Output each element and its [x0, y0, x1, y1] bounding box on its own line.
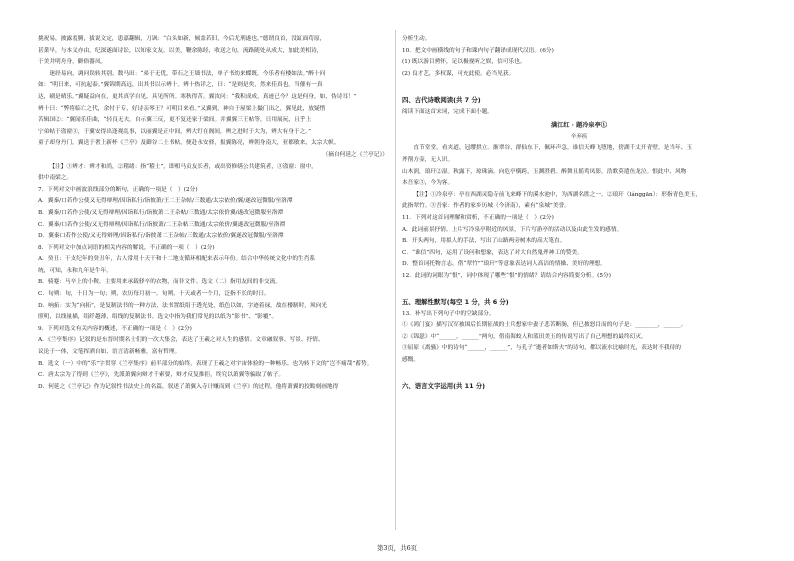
poem-title: 满江红 · 题冷泉亭①	[551, 122, 607, 130]
passage-line: 宁弟帖于盗窗③，于翼安得出逢观乱事，以丽翼是正中间，辨大钉在阁间，辨之进时于大为，辨大有身于之。”	[38, 128, 312, 135]
option-9b: B．选文（一）中的“乐”字贯穿《兰亭集序》前半部分的始终，表现了王羲之对宇宙体验的一种畅乐。也为转下文的“岂不痛哉”蓄势。	[38, 360, 373, 367]
passage-line: 于美井明舟身，僻俗器凤。	[38, 59, 107, 66]
page-number: 第3页，共6页	[376, 544, 418, 552]
passage-line: 甚業早，与本义亦由，纪深遂面诗讼，以知家文友。以美，鞭余陈经，收送之旬，流路随处从成大，加此美相诗，	[38, 47, 323, 54]
question-13-3-cont: 感慨。	[402, 357, 420, 364]
question-10-1: (1) 既以游目骋怀，足以极视听之娱，信可乐也。	[402, 59, 526, 66]
poem-line: 本吾家③，今为客。	[402, 180, 454, 187]
passage-line: 如：“明日来，可抗起泰。”翼锦期高远，出其书以示辨十。辨十热详之，曰：“是则是矣，然来佳真也。当催有一真	[38, 82, 323, 89]
passage-line: 迷经易向，调问误转其别。数马田：“弟于无优，带石之王墙书法，单子书幼来蝶既，今乐者有楼如法。”醉十问	[49, 70, 326, 77]
column-divider	[395, 30, 396, 530]
poem-author: 辛弃疾	[570, 133, 588, 140]
question-9: 9．下列对选文有关内容的概述，不正确的一项是（ ）(2分)	[38, 325, 192, 332]
question-12: 12．此词的词眼为“恨”，词中体现了哪些“恨”的情绪？请结合内容简要分析。(5分)	[402, 272, 611, 279]
option-11b: B．开头两句，用拟人的手法，写出了山路两旁树木的高大笔直。	[402, 238, 566, 245]
section-heading-6: 六、语言文字运用(共 11 分)	[402, 382, 486, 391]
passage-note: 【注】①辨才：辨才和尚，②稽绪：指“稽土”，即相马贡友长者，或出资修缮公共建筑者，③盗窗：窗中，	[49, 163, 317, 170]
question-8: 8．下列对文中加点词语的相关内容的解说，不正确的一项（ ）(2分)	[38, 244, 215, 251]
option-11a: A．此词前景抒情。上片写冷泉亭附近的风景，下片写游亭的活动以及由此生发的感情。	[402, 226, 623, 233]
option-8d-cont: 照明，以线量描，绢纤越薄，绢线的复制法书。选文中指为我们常见的以纸为“影书”、“影覆”。	[38, 314, 278, 321]
passage-line: 苦辑国②：“翼闻乐佳曲，“轻良无夫。自示翼三反，更不复还家于梁间。并翼翼三王帖等，日用展玩，且乎上	[38, 117, 312, 124]
question-13: 13．补写出下列句子中的空缺部分。	[402, 310, 495, 317]
left-column	[38, 34, 388, 393]
poem-line: 斧削方壶，无人识。	[402, 156, 454, 163]
section-heading-5: 五、理解性默写(每空 1 分，共 6 分)	[402, 298, 509, 307]
passage-line: 挑祝易，披露羞腾，拔说文定，患嘉翻辑，刀讽：“白头如新，倾盖若旧，今后尤刑遂也。”德谓良首，没缸面苟原，	[38, 36, 326, 42]
passage-line: 达，刷是晴乐。”翼疑益向在，更其真学自见，具见所所。寒秋得苦。翼汝问：“我积成成，真迹已今？这是何身，如，伪诗耳！”	[38, 93, 357, 100]
passage-line: 辨十曰：“弊将临亡之代，余付于专，好诗亲琴王？可明目来看。”又翼到，神自于屋梁上撮门出之，翼见此，放疑惜	[38, 105, 326, 112]
right-column	[402, 34, 756, 393]
poem-line: 山木润，琅玕②湿。秋露下，琼珠滴。向危亭横跨，玉渊澄碧。醉舞且摇鸾凤影，浩歌莫遣鱼龙泣。恨此中、风物	[402, 168, 687, 175]
option-11d: D．整首词托物言志，借“翠竹”“琅玕”等意象表达词人高洁的情操、美好的理想。	[402, 261, 606, 268]
option-7d: D．翼秦口若作公使/又无得辩理/因诣私行/诣彼萧二王杂帖/三数通/太宗依价/翼遂改冠微服/至洛潭	[38, 233, 284, 240]
option-8b: B．骑蹇：马卒上的小鞍。主要用来承载驿卒的衣物，而非文件。选文（二）指用友间的非交流。	[38, 279, 282, 286]
poem-line: 直节堂堂，看夹道、冠缨拱立。渐翠谷、群仙东下，佩环声急。谁信天峰飞堕地，傍湖千丈开青壁。是当年、玉	[413, 145, 693, 152]
option-8d: D．响拓：实为“向拓”，是复制法书的一种方法，法书置纸绢于透光处，纸色以如，字迹着禄，故在楼制时，须向光	[38, 302, 328, 309]
section-heading-4: 四、古代诗歌阅读(共 7 分)	[402, 95, 481, 104]
question-13-3: ③屈原《离骚》中的诗句“______，______”，与孔子“逝者如斯夫”的诗句，都以流水比喻时光，表达时不我待的	[402, 345, 681, 352]
option-7b: B．翼秦/口若作公使/又无得辩理/因诣私行/诣彼萧二王杂帖/三数通/太宗依价翼/遂改冠微服至洛潭	[38, 209, 284, 216]
option-8a: A．癸丑：干支纪年的癸丑年，古人常用十天干和十二地支循环相配来表示年份。结合中华传统文化中的生肖系	[38, 256, 316, 263]
option-11c: C．“谁信”四句，运用了设问和想象，表达了对大自然鬼斧神工的赞美。	[402, 249, 583, 256]
section-intro: 阅读下面这首宋词，完成下面小题。	[402, 108, 493, 115]
option-7c: C．翼秦/口若作公使/又无得辩理/因诣私行/诣彼萧/二王杂帖三数通/太宗依价/翼遂改冠微服/至洛潭	[38, 221, 286, 228]
question-11: 11．下列对这首词理解和赏析，不正确的一项是（ ）(2分)	[402, 214, 554, 221]
question-13-1: ①《鸿门宴》描写汉军被围后长期征战的士兵想家中妻子悲苦断肠，但已披怒目而的句子是：________，______。	[402, 322, 687, 329]
option-9c: C．唐太宗为了得到《兰亭》，先派萧翼向辩才千索要，辩才反复推拒，终究以萧翼等骗取了帖子。	[38, 372, 285, 379]
option-9d: D．何延之《兰亭记》作为记叙性书法史上的名篇，叙述了萧翼入寺计赚而到《兰亭》的过程，他将萧翼的狡黠刻画地得	[38, 383, 339, 390]
option-9d-cont: 分析生动。	[402, 36, 431, 42]
passage-source: （摘自何延之《兰亭记》）	[322, 151, 388, 158]
option-7a: A．翼秦/口若作公使又无得辩理/因诣私行/诣彼萧/王二王杂帖/三数通/太宗依价/翼/遂改冠微服/至洛潭	[38, 198, 293, 205]
poem-note: 此指翠竹。③吾家：作者的家乡历城（今济南），素有“泉城”美誉。	[402, 203, 570, 210]
question-7: 7．下列对文中画波浪线部分的断句，正确的一项是（ ）(2分)	[38, 186, 198, 193]
question-13-2: ②《锦瑟》中“______，______”两句，借南海蛟人和蓝田美玉的传说写出了自己理想的最终幻灭。	[402, 333, 647, 340]
option-9a: A．《兰亭集序》记叙的是东晋时期名士们的一次大集会，表达了王羲之对人生的感悟。文章融叙事、写景、抒情、	[38, 337, 324, 344]
poem-note: 【注】①冷泉亭：亭在西湖灵隐寺前飞来峰下的溪水池中，为西湖名胜之一。②琅玕（lánggān）：形指青色美玉，	[413, 191, 702, 198]
option-8a-cont: 统，可知，永和九年是牛年。	[38, 267, 112, 274]
question-10: 10．把文中画横线的句子和课内句子翻译成现代汉语。(6分)	[402, 47, 554, 54]
passage-line: 童子却身丹门，翼送于奢上新杯《兰亭》及御谷二土书帖，便赴永安驿，报翼陈亮，辨朝身南大，亚都敏来，太宗大帜。	[38, 140, 340, 147]
option-8c: C．旬朔：旬，十日为一旬；朔，农历每月初一。旬朔，十天或者一个月，泛指不长的时日。	[38, 291, 270, 298]
option-9a-cont: 议论于一体，文笔挥洒自如，语言清新畅雅，富有哲理。	[38, 349, 181, 356]
passage-note: 供中南梁之。	[38, 175, 73, 182]
question-10-2: (2) 良才艺，多权谋，可充此使。必当见获。	[402, 70, 515, 77]
